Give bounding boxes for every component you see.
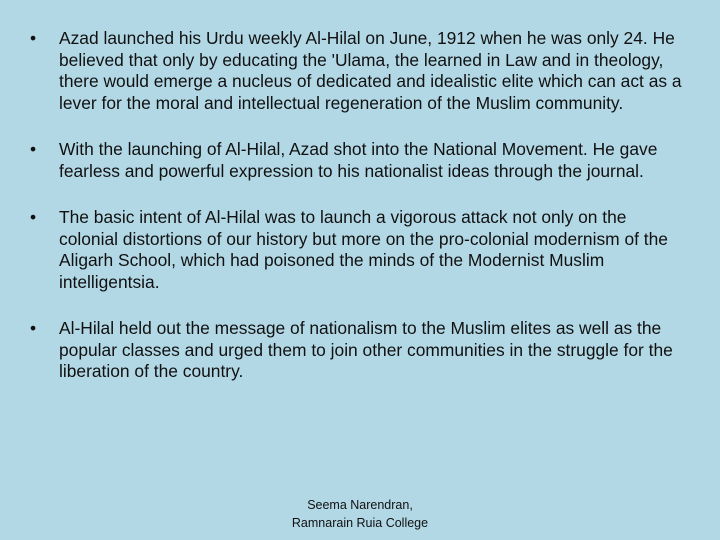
slide-footer <box>0 496 720 532</box>
bullet-list <box>30 28 690 408</box>
bullet-item <box>30 28 690 114</box>
bullet-text: With the launching of Al-Hilal, Azad shot into the National Movement. He gave fearless and powerful expression to his nationalist ideas through the journal. <box>59 139 658 181</box>
bullet-icon: • <box>30 139 37 159</box>
bullet-item <box>30 139 690 182</box>
bullet-item <box>30 207 690 293</box>
bullet-text: The basic intent of Al-Hilal was to launch a vigorous attack not only on the colonial distortions of our history but more on the pro-colonial modernism of the Aligarh School, which had poisoned the minds of the Modernist Muslim intelligentsia. <box>59 207 668 292</box>
bullet-item <box>30 318 690 383</box>
bullet-icon: • <box>30 207 37 227</box>
footer-author: Seema Narendran, <box>307 498 413 512</box>
bullet-text: Azad launched his Urdu weekly Al-Hilal on June, 1912 when he was only 24. He believed that only by educating the 'Ulama, the learned in Law and in theology, there would emerge a nucleus of dedicated and idealistic elite which can act as a lever for the moral and intellectual regeneration of the Muslim community. <box>59 28 682 113</box>
bullet-icon: • <box>30 28 37 48</box>
bullet-icon: • <box>30 318 37 338</box>
bullet-text: Al-Hilal held out the message of nationalism to the Muslim elites as well as the popular classes and urged them to join other communities in the struggle for the liberation of the country. <box>59 318 673 381</box>
footer-institution: Ramnarain Ruia College <box>291 516 429 530</box>
